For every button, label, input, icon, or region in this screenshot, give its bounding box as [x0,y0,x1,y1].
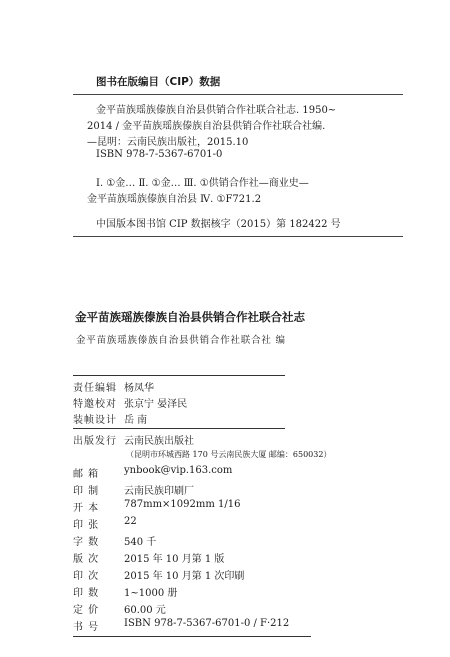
cip-heading: 图书在版编目（CIP）数据 [96,76,221,88]
detail-value: 540 千 [124,537,157,548]
publisher-value: 云南民族出版社 [124,436,194,447]
detail-label: 版 次 [73,554,100,565]
cip-line: —昆明：云南民族出版社，2015.10 [87,137,249,148]
cip-classification: Ⅰ. ①金… Ⅱ. ①金… Ⅲ. ①供销合作社—商业史— [96,178,309,189]
book-title: 金平苗族瑶族傣族自治县供销合作社联合社志 [75,310,305,324]
editors-bottom-rule [73,428,285,429]
editor-value: 张京宁 晏泽民 [124,399,188,410]
detail-label: 定 价 [73,605,100,616]
cip-classification: 金平苗族瑶族傣族自治县 Ⅳ. ①F721.2 [87,194,262,205]
detail-label: 开 本 [73,503,100,514]
cip-line: 2014 / 金平苗族瑶族傣族自治县供销合作社联合社编. [87,121,326,132]
editor-label: 特邀校对 [73,399,117,410]
publisher-address: （昆明市环城西路 170 号云南民族大厦 邮编：650032） [126,450,332,459]
detail-label: 邮 箱 [73,469,100,480]
editor-value: 岳 南 [124,415,148,426]
editor-value: 杨凤华 [124,383,154,394]
cip-isbn: ISBN 978-7-5367-6701-0 [96,149,223,160]
detail-value: 22 [124,516,137,527]
detail-value: 2015 年 10 月第 1 次印刷 [124,571,245,582]
detail-label: 印 张 [73,520,100,531]
detail-value: ISBN 978-7-5367-6701-0 / F·212 [124,618,290,629]
detail-value: 2015 年 10 月第 1 版 [124,554,225,565]
detail-value: 60.00 元 [124,605,166,616]
detail-value: ynbook@vip.163.com [124,465,233,476]
detail-label: 印 制 [73,486,100,497]
book-author: 金平苗族瑶族傣族自治县供销合作社联合社 编 [76,335,286,346]
cip-top-rule [73,94,403,95]
publisher-label: 出版发行 [73,436,117,447]
cip-number: 中国版本图书馆 CIP 数据核字（2015）第 182422 号 [96,219,341,230]
detail-label: 书 号 [73,622,100,633]
editors-top-rule [73,375,285,376]
detail-label: 印 次 [73,571,100,582]
cip-bottom-rule [73,236,403,237]
detail-value: 1~1000 册 [124,588,178,599]
editor-label: 责任编辑 [73,383,117,394]
publication-bottom-rule [73,636,311,637]
detail-label: 字 数 [73,537,100,548]
cip-line: 金平苗族瑶族傣族自治县供销合作社联合社志. 1950~ [96,105,337,116]
editor-label: 装帧设计 [73,415,117,426]
detail-label: 印 数 [73,588,100,599]
detail-value: 云南民族印刷厂 [124,486,194,497]
detail-value: 787mm×1092mm 1/16 [124,499,241,510]
